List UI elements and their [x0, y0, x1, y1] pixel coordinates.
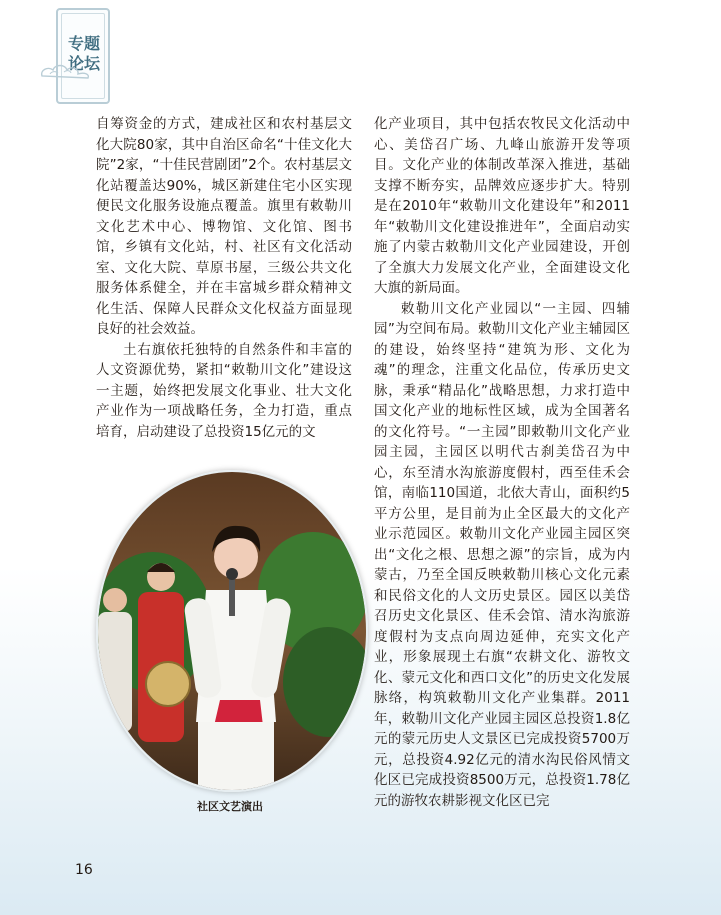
section-badge: [56, 8, 110, 104]
paragraph: 化产业项目，其中包括农牧民文化活动中心、美岱召广场、九峰山旅游开发等项目。文化产业的体制改革深入推进，基础支撑不断夯实，品牌效应逐步扩大。特别是在2010年“敕勒川文化建设年”和2011年“敕勒川文化建设推进年”，全面启动实施了内蒙古敕勒川文化产业园建设，开创了全旗大力发展文化产业，全面建设文化大旗的新局面。: [374, 116, 630, 296]
performance-photo: [96, 470, 368, 792]
section-label: 专题论坛: [67, 34, 100, 73]
paragraph: 敕勒川文化产业园以“一主园、四辅园”为空间布局。敕勒川文化产业主辅园区的建设，始终坚持“建筑为形、文化为魂”的理念，注重文化品位，传承历史文脉，秉承“精品化”战略思想，力求打造中国文化产业的地标性区域，成为全国著名的文化符号。“一主园”即敕勒川文化产业园主园，主园区以明代古刹美岱召为中心，东至清水沟旅游度假村，西至佳禾会馆，南临110国道，北依大青山，面积约5平方公里，是目前为止全区最大的文化产业示范园区。敕勒川文化产业园主园区突出“文化之根、思想之源”的宗旨，成为内蒙古，乃至全国反映敕勒川核心文化元素和民俗文化的人文历史景区。园区以美岱召历史文化景区、佳禾会馆、清水沟旅游度假村为支点向周边延伸，充实文化产业，形象展现土右旗“农耕文化、游牧文化、蒙元文化和西口文化”的历史文化发展脉络，构筑敕勒川文化产业集群。2011年，敕勒川文化产业园主园区总投资1.8亿元的蒙元历史人文景区已完成投资5700万元，总投资4.92亿元的清水沟民俗风情文化区已完成投资8500万元，总投资1.78亿元的游牧农耕影视文化区已完: [374, 300, 630, 809]
photo-caption: 社区文艺演出: [197, 800, 263, 813]
article-right-column: [374, 114, 630, 811]
cloud-ornament-icon: [38, 60, 100, 82]
page-number: 16: [75, 862, 93, 878]
performance-photo-illustration: [98, 472, 366, 790]
paragraph: 自筹资金的方式，建成社区和农村基层文化大院80家，其中自治区命名“十佳文化大院”2家，“十佳民营剧团”2个。农村基层文化站覆盖达90%，城区新建住宅小区实现便民文化服务设施点覆盖。旗里有敕勒川文化艺术中心、博物馆、文化馆、图书馆，乡镇有文化站，村、社区有文化活动室、文化大院、草原书屋，三级公共文化服务体系健全，并在丰富城乡群众精神文化生活、保障人民群众文化权益方面显现良好的社会效益。: [96, 116, 352, 337]
paragraph: 土右旗依托独特的自然条件和丰富的人文资源优势，紧扣“敕勒川文化”建设这一主题，始终把发展文化事业、壮大文化产业作为一项战略任务，全力打造，重点培育，启动建设了总投资15亿元的文: [96, 341, 352, 440]
article-left-column: [96, 114, 352, 442]
